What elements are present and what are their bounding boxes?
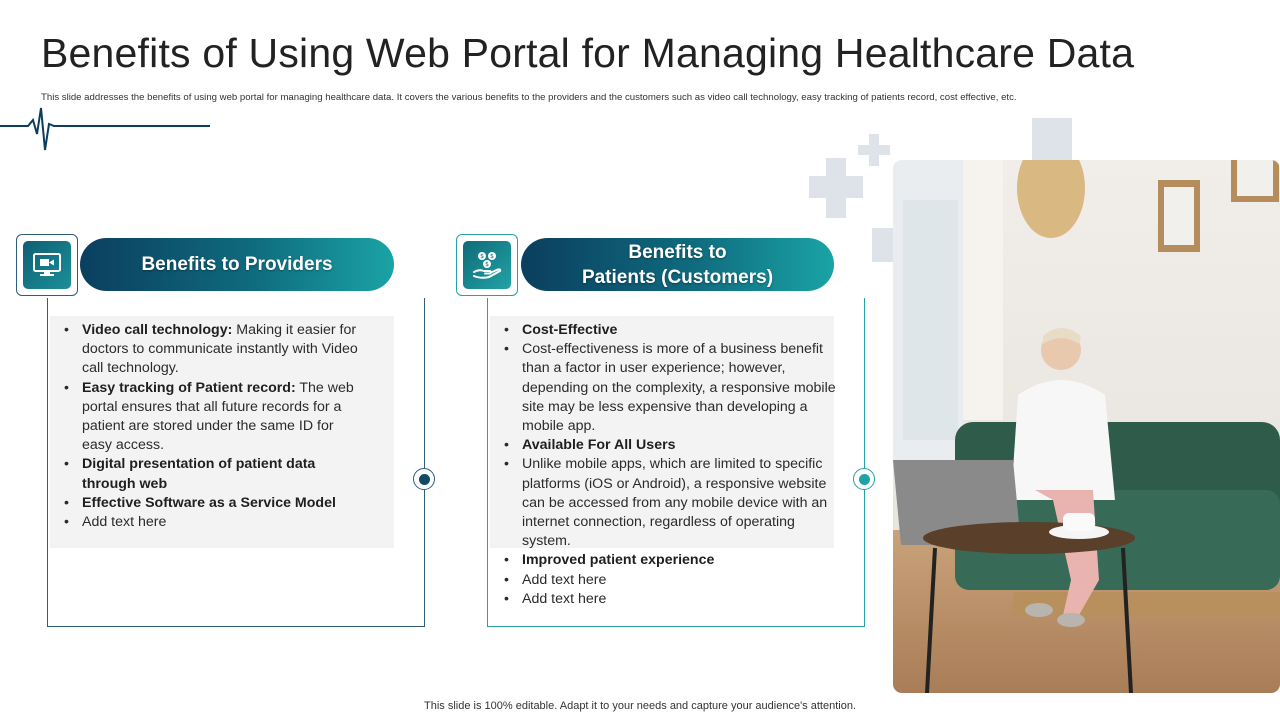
list-item: • Available For All Users [502,436,842,455]
providers-benefit-list [62,321,367,532]
list-item: • Improved patient experience [502,551,842,570]
list-item: • Cost-Effective [502,321,842,340]
svg-text:$: $ [490,253,494,260]
patients-header [521,238,834,291]
heartbeat-line-icon [0,100,212,156]
providers-header-label: Benefits to Providers [141,254,333,275]
list-item: • Cost-effectiveness is more of a business benefit than a factor in user experience; however, depending on the complexity, a responsive mobile site may be less expensive than developing a mobile app. [502,340,842,436]
svg-text:$: $ [480,253,484,260]
patients-header-line2: Patients (Customers) [581,266,774,288]
list-item: • Easy tracking of Patient record: The web portal ensures that all future records for a patient are stored under the same ID for easy access. [62,379,367,456]
list-item: • Add text here [502,571,842,590]
slide-title: Benefits of Using Web Portal for Managing Healthcare Data [41,30,1135,76]
doctor-photo [893,160,1280,693]
list-item: • Unlike mobile apps, which are limited to specific platforms (iOS or Android), a responsive website can be accessed from any mobile device with an internet connection, regardless of operating system. [502,455,842,551]
list-item: • Digital presentation of patient data through web [62,455,367,493]
money-hand-icon [471,250,503,280]
patients-benefit-list [502,321,842,609]
patients-connector-node [853,468,875,490]
list-item: • Effective Software as a Service Model [62,494,367,513]
list-item: • Video call technology: Making it easier for doctors to communicate instantly with Video call technology. [62,321,367,379]
list-item: • Add text here [502,590,842,609]
providers-connector-node [413,468,435,490]
patients-header-line1: Benefits to [628,241,727,263]
patients-icon-box [456,234,518,296]
slide-subtitle: This slide addresses the benefits of using web portal for managing healthcare data. It covers the various benefits to the providers and the customers such as video call technology, easy tracking of patients record, cost effective, etc. [41,92,1017,103]
slide-footer: This slide is 100% editable. Adapt it to your needs and capture your audience's attention. [424,700,856,712]
providers-icon-box [16,234,78,296]
svg-text:$: $ [485,261,489,268]
providers-header [80,238,394,291]
monitor-video-icon [32,252,62,278]
list-item: • Add text here [62,513,367,532]
